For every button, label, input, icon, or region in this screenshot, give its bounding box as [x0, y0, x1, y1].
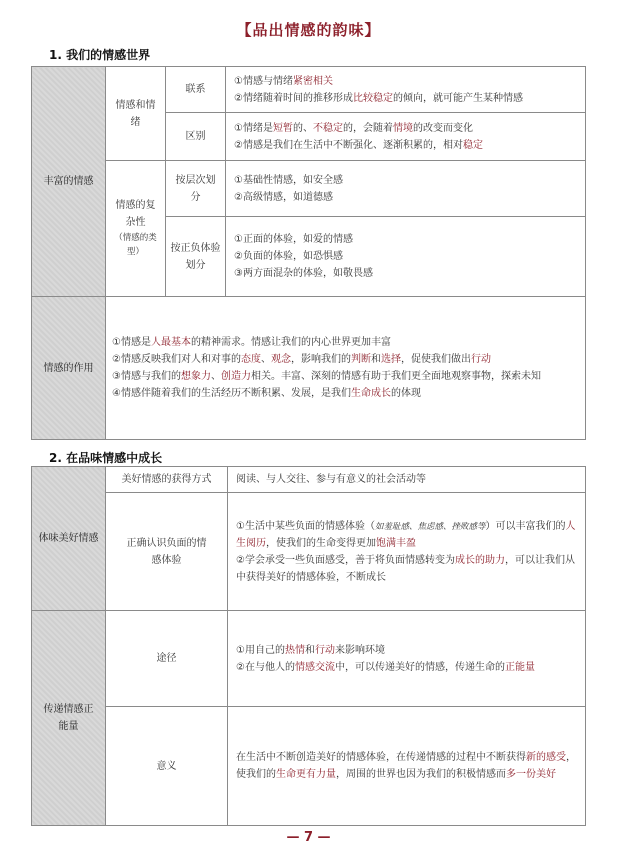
- page-title: 【品出情感的韵味】: [236, 21, 381, 39]
- link-line-1: ①情感与情绪紧密相关: [234, 75, 333, 87]
- level-content: [226, 161, 586, 217]
- meaning-text: 在生活中不断创造美好的情感体验，在传递情感的过程中不断获得新的感受，使我们的生命更有力量，周围的世界也因为我们的积极情感而多一份美好: [236, 752, 576, 780]
- negative-label: 正确认识负面的情感体验: [106, 493, 228, 611]
- page-number: — 7 —: [286, 830, 331, 845]
- level-label: 按层次划分: [166, 161, 226, 217]
- diff-line-2: ②情感是我们在生活中不断强化、逐渐积累的，相对稳定: [234, 139, 483, 151]
- role-line-2: ②情感反映我们对人和对事的态度、观念，影响我们的判断和选择，促使我们做出行动: [112, 354, 491, 365]
- path-line-1: ①用自己的热情和行动来影响环境: [236, 644, 385, 656]
- complexity-cell: [106, 161, 166, 297]
- link-line-2: ②情绪随着时间的推移形成比较稳定的倾向，就可能产生某种情感: [234, 92, 523, 104]
- diff-line-1: ①情绪是短暂的、不稳定的，会随着情境的改变而变化: [234, 122, 473, 134]
- section-heading-1: 1. 我们的情感世界: [49, 48, 151, 62]
- section-heading-2: 2. 在品味情感中成长: [49, 451, 163, 465]
- complexity-note: （情感的类型）: [114, 232, 157, 258]
- rich-emotion-label: 丰富的情感: [43, 176, 94, 187]
- growth-table: [31, 466, 586, 826]
- level-line-1: ①基础性情感，如安全感: [234, 174, 343, 186]
- emotion-feeling-label: 情感和情绪: [115, 99, 156, 128]
- emotion-feeling-cell: [106, 67, 166, 161]
- complexity-label: 情感的复杂性: [115, 199, 156, 228]
- experience-label: 体味美好情感: [38, 533, 99, 544]
- experience-cell: [32, 467, 106, 611]
- diff-label: 区别: [166, 113, 226, 161]
- path-content: [228, 611, 586, 707]
- meaning-label: 意义: [106, 707, 228, 826]
- negative-line-1: ①生活中某些负面的情感体验（如羞耻感、焦虑感、挫败感等）可以丰富我们的人生阅历，使我们的生命变得更加饱满丰盈: [236, 520, 576, 549]
- acquire-label: 美好情感的获得方式: [106, 467, 228, 493]
- path-label: 途径: [106, 611, 228, 707]
- role-line-1: ①情感是人最基本的精神需求。情感让我们的内心世界更加丰富: [112, 337, 391, 348]
- role-line-4: ④情感伴随着我们的生活经历不断积累、发展，是我们生命成长的体现: [112, 388, 421, 399]
- negative-line-2: ②学会承受一些负面感受，善于将负面情感转变为成长的助力，可以让我们从中获得美好的情感体验，不断成长: [236, 554, 575, 583]
- pn-content: [226, 217, 586, 297]
- pn-line-3: ③两方面混杂的体验，如敬畏感: [234, 268, 373, 279]
- path-line-2: ②在与他人的情感交流中，可以传递美好的情感，传递生命的正能量: [236, 661, 535, 673]
- link-label: 联系: [166, 67, 226, 113]
- pn-label: 按正负体验划分: [166, 217, 226, 297]
- level-line-2: ②高级情感，如道德感: [234, 191, 333, 203]
- negative-content: [228, 493, 586, 611]
- transmit-label: 传递情感正能量: [43, 704, 94, 732]
- role-content: [106, 297, 586, 440]
- rich-emotion-cell: [32, 67, 106, 297]
- diff-content: [226, 113, 586, 161]
- link-content: [226, 67, 586, 113]
- role-line-3: ③情感与我们的想象力、创造力相关。丰富、深刻的情感有助于我们更全面地观察事物，探索未知: [112, 371, 541, 382]
- acquire-content: 阅读、与人交往、参与有意义的社会活动等: [228, 467, 586, 493]
- pn-line-1: ①正面的体验，如爱的情感: [234, 234, 353, 245]
- pn-line-2: ②负面的体验，如恐惧感: [234, 251, 343, 262]
- meaning-content: [228, 707, 586, 826]
- emotion-world-table: [31, 66, 586, 440]
- transmit-cell: [32, 611, 106, 826]
- role-label: 情感的作用: [43, 362, 94, 374]
- role-cell: [32, 297, 106, 440]
